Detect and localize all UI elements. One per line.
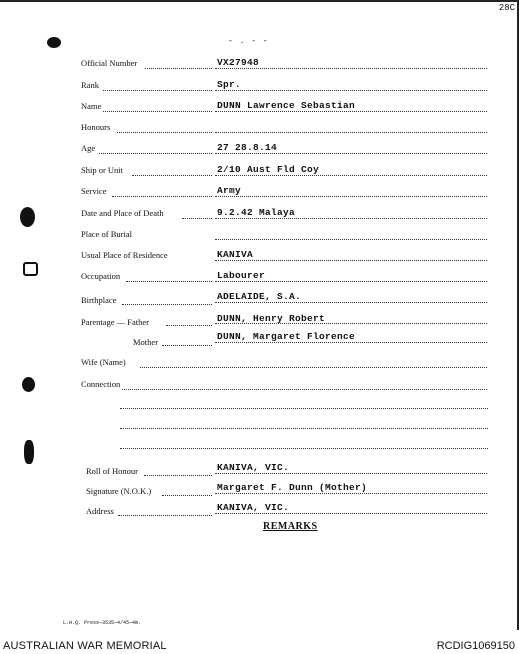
field-label: Mother (133, 337, 159, 347)
punch-hole-1 (47, 37, 61, 48)
field-father (0, 314, 519, 330)
field-roll-of-honour (0, 463, 519, 479)
field-label: Address (86, 506, 114, 516)
field-label: Ship or Unit (81, 165, 124, 175)
field-label: Usual Place of Residence (81, 250, 168, 260)
field-place-of-burial (0, 229, 519, 245)
field-service (0, 186, 519, 202)
field-value: KANIVA (217, 249, 254, 260)
field-value: DUNN, Margaret Florence (217, 331, 356, 342)
field-value: 2/10 Aust Fld Coy (217, 164, 320, 175)
field-value: ADELAIDE, S.A. (217, 291, 302, 302)
field-label: Roll of Honour (86, 466, 138, 476)
field-age (0, 143, 519, 159)
field-name (0, 101, 519, 117)
corner-code: 28C (498, 3, 515, 13)
printer-imprint: L.H.Q. Press—3535—4/45—4m. (63, 620, 142, 626)
field-signature-nok (0, 483, 519, 499)
field-value: DUNN Lawrence Sebastian (217, 100, 356, 111)
field-label: Wife (Name) (81, 357, 126, 367)
field-value: Margaret F. Dunn (Mother) (217, 482, 368, 493)
field-occupation (0, 271, 519, 287)
field-value: DUNN, Henry Robert (217, 313, 326, 324)
field-label: Date and Place of Death (81, 208, 164, 218)
field-value: Spr. (217, 79, 242, 90)
top-mark: - . - - (228, 37, 269, 46)
field-label: Honours (81, 122, 111, 132)
field-label: Service (81, 186, 107, 196)
field-label: Connection (81, 379, 121, 389)
field-label: Name (81, 101, 102, 111)
punch-hole-5 (24, 440, 34, 464)
field-wife (0, 357, 519, 373)
field-value: 9.2.42 Malaya (217, 207, 296, 218)
field-rank (0, 80, 519, 96)
footer-record-id: RCDIG1069150 (436, 640, 515, 652)
field-connection (0, 379, 519, 395)
field-address (0, 503, 519, 519)
blank-line (120, 428, 488, 429)
field-label: Place of Burial (81, 229, 132, 239)
field-ship-or-unit (0, 165, 519, 181)
field-value: KANIVA, VIC. (217, 462, 290, 473)
field-honours (0, 122, 519, 138)
blank-line (120, 448, 488, 449)
footer-institution: AUSTRALIAN WAR MEMORIAL (3, 640, 167, 652)
field-date-place-of-death (0, 208, 519, 224)
field-label: Parentage — Father (81, 317, 149, 327)
field-value: VX27948 (217, 57, 260, 68)
field-usual-residence (0, 250, 519, 266)
field-label: Signature (N.O.K.) (86, 486, 152, 496)
page-border-top (0, 0, 519, 2)
field-label: Official Number (81, 58, 138, 68)
remarks-heading: REMARKS (263, 521, 318, 532)
field-mother (0, 332, 519, 348)
field-value: Army (217, 185, 242, 196)
field-label: Rank (81, 80, 99, 90)
field-label: Birthplace (81, 295, 117, 305)
field-official-number (0, 58, 519, 74)
field-label: Age (81, 143, 96, 153)
field-value: 27 28.8.14 (217, 142, 278, 153)
field-label: Occupation (81, 271, 121, 281)
blank-line (120, 408, 488, 409)
field-value: Labourer (217, 270, 266, 281)
field-birthplace (0, 292, 519, 308)
field-value: KANIVA, VIC. (217, 502, 290, 513)
